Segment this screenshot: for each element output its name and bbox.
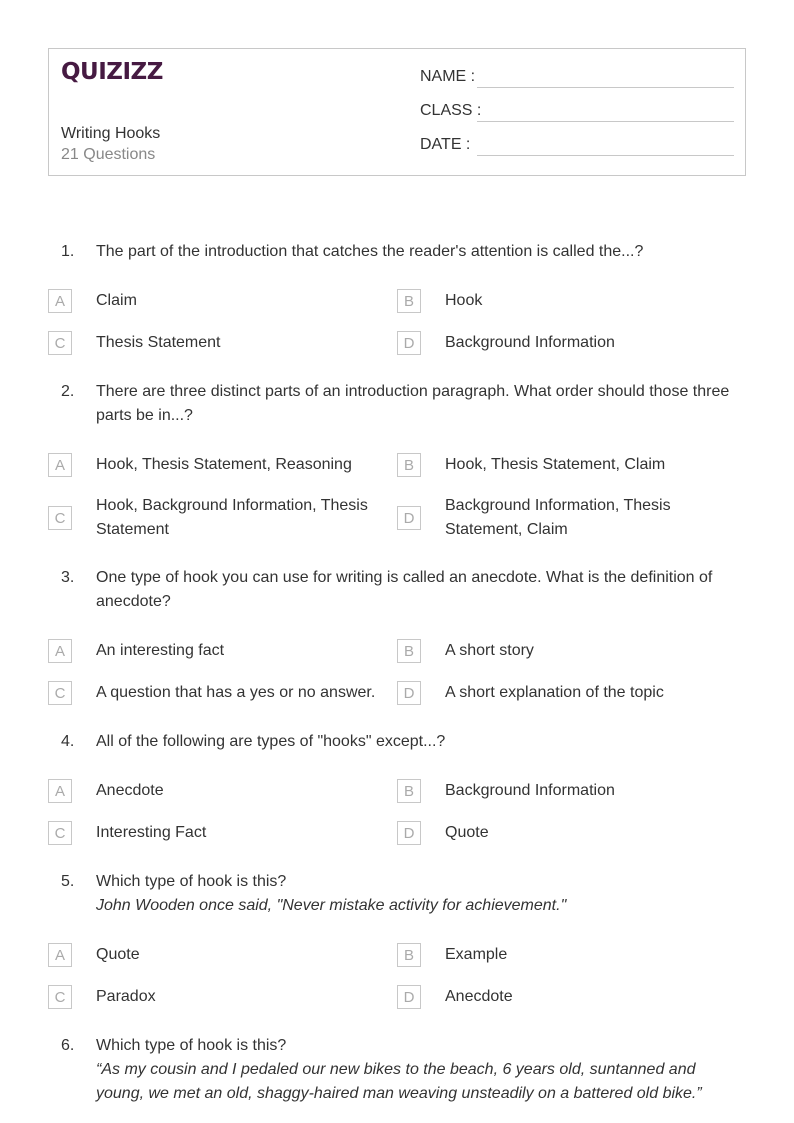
question-number: 6. xyxy=(61,1037,75,1054)
option-text-d[interactable]: Anecdote xyxy=(445,988,513,1005)
option-text-a[interactable]: Quote xyxy=(96,946,140,963)
option-letter-d[interactable]: D xyxy=(397,985,421,1009)
question-text xyxy=(96,870,746,918)
name-line[interactable] xyxy=(477,87,734,88)
question-prompt: All of the following are types of "hooks" except...? xyxy=(96,733,446,750)
option-text-c[interactable]: Paradox xyxy=(96,988,156,1005)
option-text-c[interactable]: Interesting Fact xyxy=(96,824,207,841)
option-text-b[interactable]: Hook xyxy=(445,292,483,309)
class-line[interactable] xyxy=(477,121,734,122)
question-prompt: There are three distinct parts of an introduction paragraph. What order should those three parts be in...? xyxy=(96,383,730,424)
worksheet-title: Writing Hooks xyxy=(61,125,161,142)
question-quote: John Wooden once said, "Never mistake activity for achievement." xyxy=(96,897,567,914)
option-letter-b[interactable]: B xyxy=(397,639,421,663)
option-text-d[interactable]: A short explanation of the topic xyxy=(445,684,664,701)
question-count: 21 Questions xyxy=(61,146,156,163)
option-letter-c[interactable]: C xyxy=(48,506,72,530)
name-field[interactable] xyxy=(420,66,734,90)
question-number: 2. xyxy=(61,383,75,400)
option-letter-a[interactable]: A xyxy=(48,453,72,477)
worksheet-header xyxy=(48,48,746,176)
question-text xyxy=(96,730,746,754)
option-text-c[interactable]: Hook, Background Information, Thesis Statement xyxy=(96,497,368,538)
option-letter-a[interactable]: A xyxy=(48,289,72,313)
class-label: CLASS : xyxy=(420,102,482,119)
option-letter-d[interactable]: D xyxy=(397,821,421,845)
option-letter-a[interactable]: A xyxy=(48,639,72,663)
option-text-d[interactable]: Background Information, Thesis Statement, Claim xyxy=(445,497,671,538)
option-letter-c[interactable]: C xyxy=(48,331,72,355)
question-prompt: Which type of hook is this? xyxy=(96,873,287,890)
option-letter-d[interactable]: D xyxy=(397,681,421,705)
option-text-a[interactable]: Claim xyxy=(96,292,137,309)
option-text-a[interactable]: An interesting fact xyxy=(96,642,225,659)
option-letter-b[interactable]: B xyxy=(397,943,421,967)
question-number: 5. xyxy=(61,873,75,890)
option-text-b[interactable]: A short story xyxy=(445,642,534,659)
option-text-b[interactable]: Background Information xyxy=(445,782,615,799)
quizizz-logo: QUIZIZZ xyxy=(61,59,163,85)
option-letter-c[interactable]: C xyxy=(48,681,72,705)
option-letter-a[interactable]: A xyxy=(48,779,72,803)
option-letter-a[interactable]: A xyxy=(48,943,72,967)
date-label: DATE : xyxy=(420,136,471,153)
name-label: NAME : xyxy=(420,68,476,85)
option-letter-b[interactable]: B xyxy=(397,453,421,477)
question-number: 4. xyxy=(61,733,75,750)
option-letter-c[interactable]: C xyxy=(48,985,72,1009)
option-text-c[interactable]: A question that has a yes or no answer. xyxy=(96,684,376,701)
question-prompt: The part of the introduction that catches the reader's attention is called the...? xyxy=(96,243,644,260)
question-text xyxy=(96,380,746,428)
option-letter-c[interactable]: C xyxy=(48,821,72,845)
option-text-b[interactable]: Hook, Thesis Statement, Claim xyxy=(445,456,666,473)
option-text-b[interactable]: Example xyxy=(445,946,508,963)
question-quote: “As my cousin and I pedaled our new bikes to the beach, 6 years old, suntanned and young, we met an old, shaggy-haired man weaving unsteadily on a battered old bike.” xyxy=(96,1061,702,1102)
option-text-a[interactable]: Hook, Thesis Statement, Reasoning xyxy=(96,456,352,473)
option-letter-b[interactable]: B xyxy=(397,289,421,313)
question-text xyxy=(96,240,746,264)
option-text-d[interactable]: Background Information xyxy=(445,334,615,351)
question-prompt: Which type of hook is this? xyxy=(96,1037,287,1054)
question-text xyxy=(96,1034,746,1106)
question-number: 3. xyxy=(61,569,75,586)
date-line[interactable] xyxy=(477,155,734,156)
option-letter-d[interactable]: D xyxy=(397,331,421,355)
option-text-d[interactable]: Quote xyxy=(445,824,489,841)
question-prompt: One type of hook you can use for writing is called an anecdote. What is the definition of anecdote? xyxy=(96,569,713,610)
option-letter-b[interactable]: B xyxy=(397,779,421,803)
option-text-c[interactable]: Thesis Statement xyxy=(96,334,221,351)
question-text xyxy=(96,566,746,614)
option-text-a[interactable]: Anecdote xyxy=(96,782,164,799)
class-field[interactable] xyxy=(420,100,734,124)
question-number: 1. xyxy=(61,243,75,260)
option-letter-d[interactable]: D xyxy=(397,506,421,530)
date-field[interactable] xyxy=(420,134,734,158)
